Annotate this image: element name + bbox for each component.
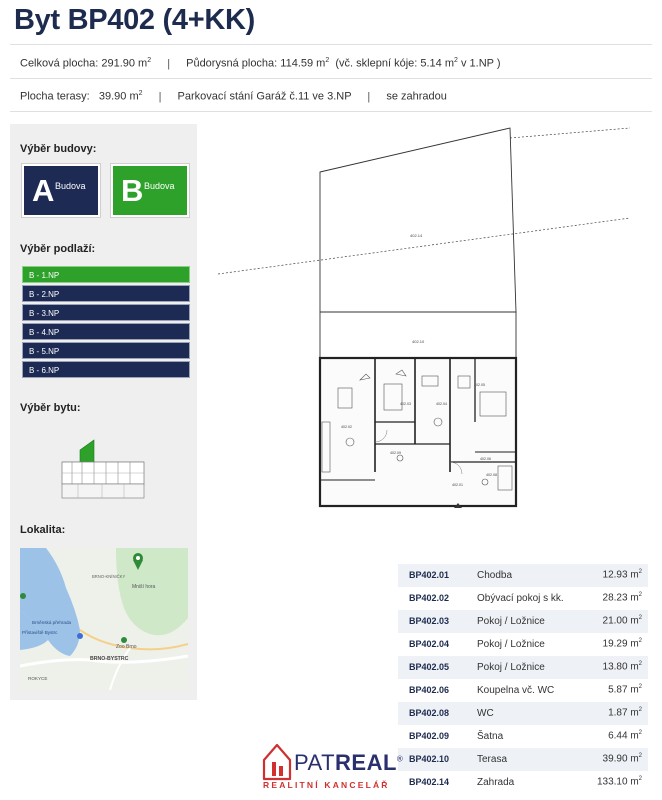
- floor-item-5np[interactable]: B - 5.NP: [22, 342, 190, 359]
- logo-text: PATREAL®: [294, 750, 404, 775]
- room-code: BP402.05: [409, 662, 450, 672]
- room-code: BP402.08: [409, 708, 450, 718]
- floor-item-2np[interactable]: B - 2.NP: [22, 285, 190, 302]
- table-row: [398, 702, 648, 725]
- table-row: [398, 748, 648, 771]
- divider: [10, 44, 652, 45]
- floor-area-label: Půdorysná plocha:: [186, 57, 278, 70]
- room-name: Šatna: [477, 731, 504, 742]
- map-label-zoo: Zoo Brno: [116, 644, 137, 650]
- room-area: 133.10 $m^2$: [596, 776, 642, 788]
- divider: [10, 78, 652, 79]
- map-label-rokyce: ROKYCE: [28, 676, 48, 681]
- room-name: Zahrada: [477, 777, 515, 788]
- building-select-label: Výběr budovy:: [20, 143, 97, 155]
- room-area: 5.87 $m^2$: [608, 684, 642, 696]
- map-label-kninicky: BRNO-KNÍNIČKY: [92, 574, 126, 579]
- room-code: BP402.09: [409, 731, 450, 741]
- location-map[interactable]: [20, 548, 188, 690]
- floor-area-value: 114.59 m: [280, 57, 326, 70]
- room-code: BP402.01: [409, 570, 450, 580]
- floor-item-4np[interactable]: B - 4.NP: [22, 323, 190, 340]
- building-b-sub: Budova: [144, 181, 175, 191]
- room-name: Koupelna vč. WC: [477, 685, 555, 696]
- room-code: BP402.02: [409, 593, 450, 603]
- table-row: [398, 771, 648, 794]
- room-code: BP402.06: [409, 685, 450, 695]
- map-label-pristaviste: Přístaviště Bystrc: [22, 630, 58, 635]
- floor-item-6np[interactable]: B - 6.NP: [22, 361, 190, 378]
- garden-info: se zahradou: [386, 90, 447, 103]
- total-area-value: 291.90 m: [101, 57, 148, 70]
- info-row-terrace: Plocha terasy: 39.90 $m^2$ | Parkovací stání Garáž č.11 ve 3.NP | se zahradou: [20, 90, 447, 103]
- garden-area: [320, 128, 516, 312]
- flat-select-label: Výběr bytu:: [20, 402, 81, 414]
- sidebar: [10, 124, 197, 700]
- plan-label-402-03: 402.03: [400, 402, 411, 406]
- building-a-letter: A: [32, 173, 55, 208]
- room-area: 1.87 $m^2$: [608, 707, 642, 719]
- floor-list: [22, 266, 190, 380]
- plan-label-terrace: 402.10: [412, 339, 425, 344]
- building-b-letter: B: [121, 173, 144, 208]
- table-row: [398, 679, 648, 702]
- plan-label-402-08: 402.08: [486, 473, 497, 477]
- room-code: BP402.10: [409, 754, 450, 764]
- floor-select-label: Výběr podlaží:: [20, 243, 96, 255]
- map-label-prehrada: Brněnská přehrada: [32, 620, 72, 625]
- plan-label-402-09: 402.09: [390, 451, 401, 455]
- patreal-logo[interactable]: [262, 742, 402, 796]
- room-area: 13.80 $m^2$: [602, 661, 642, 673]
- room-table: [398, 562, 648, 798]
- table-row: [398, 610, 648, 633]
- table-row: [398, 633, 648, 656]
- table-row: [398, 656, 648, 679]
- parking-info: Parkovací stání Garáž č.11 ve 3.NP: [177, 90, 352, 103]
- terrace-area-value: 39.90 m: [98, 90, 139, 103]
- building-b-button[interactable]: [111, 164, 189, 217]
- room-area: 39.90 $m^2$: [602, 753, 642, 765]
- room-name: Obývací pokoj s kk.: [477, 593, 564, 604]
- room-name: Chodba: [477, 570, 513, 581]
- room-area: 21.00 $m^2$: [602, 615, 642, 627]
- map-label-mnisi-hora: Mniší hora: [132, 584, 156, 590]
- room-code: BP402.03: [409, 616, 450, 626]
- table-row: [398, 725, 648, 748]
- floor-item-3np[interactable]: B - 3.NP: [22, 304, 190, 321]
- room-code: BP402.14: [409, 777, 450, 787]
- plan-label-402-05: 402.05: [474, 383, 485, 387]
- building-a-button[interactable]: [22, 164, 100, 217]
- room-area: 6.44 $m^2$: [608, 730, 642, 742]
- terrace-area: [320, 312, 516, 358]
- room-name: WC: [477, 708, 494, 719]
- room-area: 19.29 $m^2$: [602, 638, 642, 650]
- room-area: 28.23 $m^2$: [602, 592, 642, 604]
- room-name: Pokoj / Ložnice: [477, 616, 545, 627]
- table-row: [398, 587, 648, 610]
- room-name: Terasa: [477, 754, 508, 765]
- logo-subtitle: REALITNÍ KANCELÁŘ: [263, 780, 390, 790]
- plan-label-402-04: 402.04: [436, 402, 447, 406]
- floor-plan: [210, 122, 650, 512]
- floor-item-1np[interactable]: B - 1.NP: [22, 266, 190, 283]
- cellar-note: (vč. sklepní kóje: 5.14 m: [335, 57, 454, 70]
- table-row: [398, 564, 648, 587]
- plan-label-garden: 402.14: [410, 233, 423, 238]
- flat-selector-thumbnail[interactable]: [58, 432, 148, 502]
- map-label-bystrc: BRNO-BYSTRC: [90, 656, 129, 662]
- location-label: Lokalita:: [20, 524, 66, 536]
- plan-label-402-02: 402.02: [341, 425, 352, 429]
- total-area-label: Celková plocha:: [20, 57, 99, 70]
- divider: [10, 111, 652, 112]
- room-code: BP402.04: [409, 639, 450, 649]
- plan-label-402-06: 402.06: [480, 457, 491, 461]
- info-row-areas: Celková plocha: 291.90 $m^2$ | Půdorysná plocha: 114.59 $m^2$ (vč. sklepní kóje: 5.14 $m^2$ v 1.NP ): [20, 57, 501, 70]
- room-area: 12.93 $m^2$: [602, 569, 642, 581]
- terrace-area-label: Plocha terasy:: [20, 90, 90, 103]
- page-title: Byt BP402 (4+KK): [14, 4, 255, 36]
- room-name: Pokoj / Ložnice: [477, 662, 545, 673]
- building-a-sub: Budova: [55, 181, 86, 191]
- apartment-outline: [320, 358, 516, 506]
- plan-label-402-01: 402.01: [452, 483, 463, 487]
- house-logo-icon: [262, 742, 292, 782]
- room-name: Pokoj / Ložnice: [477, 639, 545, 650]
